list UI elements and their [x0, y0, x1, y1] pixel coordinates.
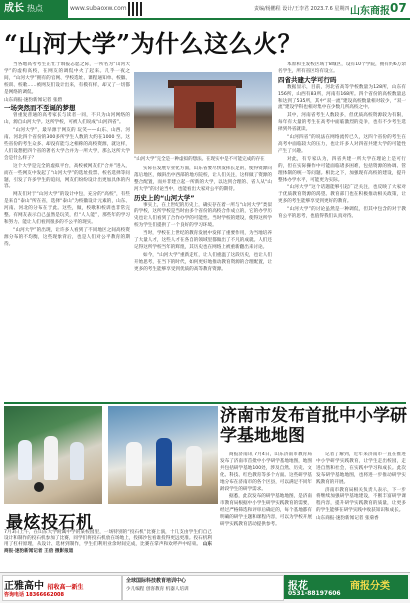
site-url: www.subaoxw.com	[70, 5, 127, 12]
paragraph: 事实上，在上世纪的历史上，确实存在着一所与“山河大学”类似的学校，这所学校是当时由多个省份的高校合作成立的，它的办学历史也让人们看到了合作办学的可能性。当时学校的建设，使得这所学校为学生们提供了一个良好的学习环境。	[134, 202, 272, 229]
edition-meta: 责编/杨鹏程 设计/王李君 2023.7.6 星期四	[254, 6, 350, 12]
page-number: 07	[390, 1, 407, 15]
catapult-headline: 最炫投石机	[6, 513, 94, 533]
article-column-2	[134, 166, 272, 398]
article-column-1	[4, 62, 130, 400]
catapult-credit: 山东商报·速豹新闻记者 王倍 摄影报道	[4, 542, 212, 554]
paragraph: “山河大学”，最早源于网友的 玩笑——山东、山西、河南、河北四个省份的300多所学生人数的大约在1000 至。这些省份的考生众多、却没有能与之相称的高校资源，就这样，人们设想把四个省的著名大学合并为一所大学，那么这所大学会是什么样子？	[4, 128, 130, 161]
main-headline: “山河大学”为什么这么火？	[4, 29, 303, 58]
catapult-photo-1	[4, 406, 102, 504]
paragraph: 数据显示，目前，河北省高等学校数量为128所，山东有156所，山西有83所，河南有168所。四个省份的高校数量总和达到了535所，其中“双一流”建设高校数量相对较少，“双一流”建设学科也相对集中在少数几所高校之中。	[278, 84, 406, 111]
ad-classified-title2: 商报分类	[350, 581, 390, 592]
paragraph: “山河四省”的说法在网络流传已久，这四个省份的考生在高考中面临较大的压力，也让许多人对四省共建大学的可能性产生了兴趣。	[278, 135, 406, 154]
paragraph: 如今，“山河大学”重新走红，让人们重温了这段历史，也让人们开始思考，在当下的时代，如何更好地推动教育资源的合理配置，让更多的考生能够享受到优质的高等教育资源。	[134, 252, 272, 272]
jinan-column-1	[220, 452, 312, 570]
paragraph: “山河大学”这个话题能够引起广泛关注，也反映了大家对于优质教育资源的渴望。教育部门也在积极推动相关政策，让更多的考生能够享受到更好的教育。	[278, 185, 406, 205]
subsection-label: 热点	[27, 4, 43, 13]
photo-caption: “山河大学”完全是一种虚拟的想法。在现实中是不可能完成的存在	[134, 157, 265, 162]
jinan-credit: 山东商报·速豹新闻记者 张菊香	[316, 516, 379, 522]
jinan-headline: 济南市发布首批中小学研学基地地图	[220, 406, 407, 446]
paragraph: 对此，有专家认为，四省共建一所大学在理论上是可行的，但在实际操作中可能面临诸多困难，包括资源的协调、管理体制的统一等问题。相比之下，加强现有高校的建设，提升整体办学水平，可能更为实际。	[278, 156, 406, 183]
paragraph: 济南市教育局相关负责人表示，下一步将继续加强研学基地建设，不断丰富研学课程内容，提升研学实践教育的质量，让更多的学生能够在研学实践中收获知识和成长。	[316, 487, 406, 514]
catapult-photo-2	[108, 406, 218, 504]
section-divider	[4, 402, 406, 404]
article-column-4	[278, 62, 406, 400]
paragraph: 这个大学是完全的虚拟平台，高校被网友们“合并”进入，而在一些网友中发起了“山河大学”的选址投票、校名选择等问题，引发了许多学生的追问，网友们纷纷设计出更加具体的内容。	[4, 163, 130, 190]
ad-classified-title: 报花	[288, 581, 308, 592]
jinan-column-2	[316, 452, 406, 570]
paragraph: 网友们对于“山河大学”的设计中包，充分的“高校”，有些是来自“泰山”所在省，选择“泰山”为校徽设计元素的，山东、河南、河北的分布在于此。这些，做，校歌和校训也非常完整。有网友表示自己虽然是玩笑，但“人人能”，那些年的学习和努力、能让人们看到很多的不公平的现实。	[4, 192, 130, 225]
paragraph: 实际在发展专业化方面，山东省要尽快发挥长足的，使得资源向落后地区，倾斜出中西部的地方院校，让人们关注，这样做了资源的整合配置，而并非建立起一所新的大学，以达到合理的、省人从“山河大学”的讨论当中，也能看出大家对公平的期待。	[134, 166, 272, 192]
section-tab: 成长 热点	[0, 0, 68, 18]
paragraph: 曾重复普通的高考家长与读者一同，不只为山河网络的山，源自山河大学。这所学校，可被人们说成“山河四省”。	[4, 113, 130, 126]
paragraph: 其中，河南省考生人数较多，但优质高校资源较为有限，每年有大量的考生在高考中面临激烈的竞争，也有不少考生选择到外省就读。	[278, 113, 406, 133]
paragraph: 本原和主发校区域于8城区，设有10个学院，拥有约6万余名学生，所有省区均有设立。	[278, 62, 406, 74]
subheading-2: 历史上的“山河大学”	[134, 193, 195, 202]
paragraph: 当时，学校在上世纪的教育发展中发挥了重要作用，为当地培养了大量人才，这些人才在各自的领域里都做出了不凡的成就。人们还记得这所学校当年的辉煌，其历史也在网络上被重新翻出来讨论。	[134, 231, 272, 250]
paragraph: “山河大学”的出现，让许多人看到了不同地区之间高校资源分布的不均衡，这些现象背后，也是人们对公平教育的期待。	[4, 227, 130, 247]
subheading-3: 四省共建大学可行吗	[278, 75, 337, 84]
ad-school-phone: 咨询电话 18366662008	[4, 592, 65, 598]
paper-name: 山东商报	[350, 6, 390, 17]
ad-training-title: 全球国际科技教育培训中心	[126, 578, 187, 584]
qr-code-icon	[128, 2, 142, 16]
paragraph: “山河大学”的讨论虽然是一种调侃，但其中包含的对于教育公平的思考，也值得我们认真对待。	[278, 207, 406, 220]
subheading-1: 一场突然而不至诞的梦想	[4, 104, 76, 113]
ad-school-title: 正雅高中 招收高一新生	[4, 581, 84, 592]
paragraph: 据悉，此次发布的研学基地地图，是济南市教育局根据中小学生研学实践教育的需要，经过严格筛选和评审后确定的，每个基地都有明确的研学主题和课程内容，可以为学校开展研学实践教育活动提供参考。	[220, 494, 312, 528]
paragraph: 记者了解到，近年来济南市一直在推进中小学研学实践教育，让学生走出校园，走进自然和社会，在实践中学习和成长。此次发布研学基地地图，也将进一步推动研学实践教育的开展。	[316, 452, 406, 485]
byline: 山东商报·速豹新闻记者 张碧	[4, 97, 63, 103]
ad-training-sub: 少儿编程 创客教育 机器人培训	[126, 587, 189, 592]
intro-paragraph: 当各地高考考生正忙于填报志愿之际，一所名为“山河大学”的虚构高校，在网友的调侃中火了起来。几乎一夜之间，“山河大学”拥有的官网、学校选址、课程通知单、校徽、校训、校歌……被网友们设计出来，有模有样，却又了一切都是网络的调侃。	[4, 62, 130, 95]
university-gate-photo	[134, 72, 272, 154]
paragraph: 商报济南讯 7月4日，山东济南市教育局发布了济南市首批中小学研学基地地图，地图共包括研学基地100处，涉及自然、历史、文化、科技、红色教育等多个方面。这些研学基地分布在济南市的各个区县，可以满足不同年龄段学生的研学需求。	[220, 452, 312, 492]
ad-classified-phone: 0531-88197606	[288, 590, 341, 597]
catapult-caption: 7月3日上午，在山东大学附属中学的某校园里，一场特别的“投石机”比赛上演，十几支由学生们自己设计和制作的投石机参加了比赛，同学们将投石机放在场地上，投掷沙包看谁投得更远更准。投石机利用了杠杆原理，从设计、选材到制作，学生们利用业余时间完成，比赛在掌声和欢呼声中结束。 山东商报·速豹新闻记者 王倍 摄影报道	[4, 530, 212, 554]
